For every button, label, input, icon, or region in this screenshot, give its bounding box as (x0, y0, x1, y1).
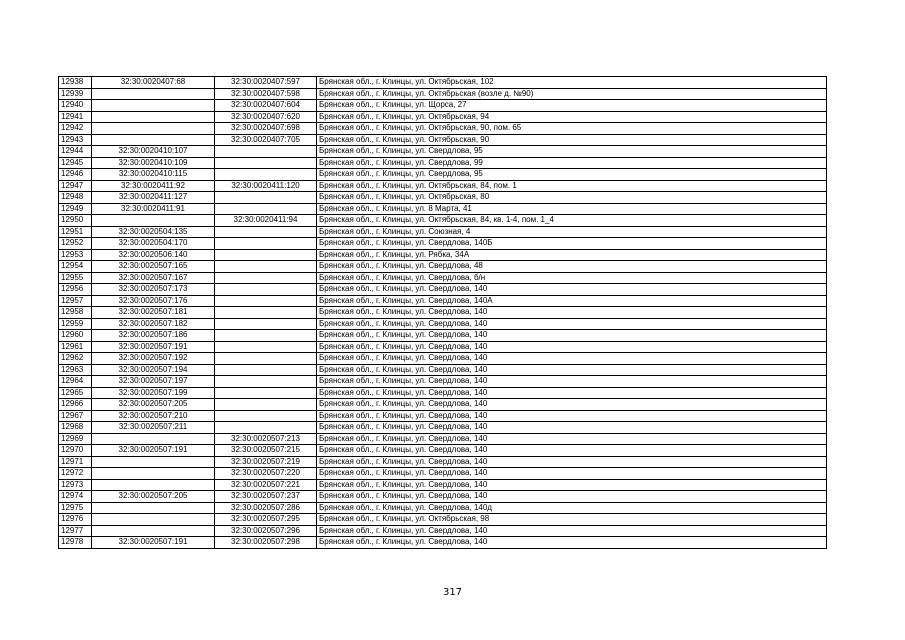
cadastral-number-cell: 32:30:0020506:140 (92, 249, 215, 261)
table-row (59, 284, 827, 296)
address-cell: Брянская обл., г. Клинцы, ул. Свердлова, 140 (317, 387, 827, 399)
cadastral-number-cell: 32:30:0020504:135 (92, 226, 215, 238)
building-cadastral-number-cell: 32:30:0020407:705 (215, 134, 317, 146)
table-row (59, 422, 827, 434)
building-cadastral-number-cell: 32:30:0020407:604 (215, 100, 317, 112)
building-cadastral-number-cell (215, 353, 317, 365)
row-number-cell: 12947 (59, 180, 92, 192)
building-cadastral-number-cell (215, 376, 317, 388)
cadastral-number-cell: 32:30:0020507:176 (92, 295, 215, 307)
address-cell: Брянская обл., г. Клинцы, ул. Свердлова, 140 (317, 537, 827, 549)
address-cell: Брянская обл., г. Клинцы, ул. 8 Марта, 41 (317, 203, 827, 215)
row-number-cell: 12942 (59, 123, 92, 135)
row-number-cell: 12949 (59, 203, 92, 215)
address-cell: Брянская обл., г. Клинцы, ул. Октябрьская, 98 (317, 514, 827, 526)
address-cell: Брянская обл., г. Клинцы, ул. Свердлова, 140 (317, 364, 827, 376)
building-cadastral-number-cell: 32:30:0020507:286 (215, 502, 317, 514)
cadastral-number-cell (92, 479, 215, 491)
table-row (59, 307, 827, 319)
address-cell: Брянская обл., г. Клинцы, ул. Октябрьская, 90 (317, 134, 827, 146)
row-number-cell: 12938 (59, 77, 92, 89)
row-number-cell: 12945 (59, 157, 92, 169)
row-number-cell: 12959 (59, 318, 92, 330)
cadastral-number-cell: 32:30:0020507:194 (92, 364, 215, 376)
address-cell: Брянская обл., г. Клинцы, ул. Свердлова, 140 (317, 445, 827, 457)
row-number-cell: 12960 (59, 330, 92, 342)
table-row (59, 100, 827, 112)
cadastral-number-cell: 32:30:0020507:197 (92, 376, 215, 388)
table-row (59, 468, 827, 480)
table-row (59, 249, 827, 261)
address-cell: Брянская обл., г. Клинцы, ул. Октябрьская (возле д. №90) (317, 88, 827, 100)
table-row (59, 502, 827, 514)
building-cadastral-number-cell: 32:30:0020407:620 (215, 111, 317, 123)
address-cell: Брянская обл., г. Клинцы, ул. Свердлова, 140 (317, 353, 827, 365)
row-number-cell: 12970 (59, 445, 92, 457)
building-cadastral-number-cell (215, 249, 317, 261)
cadastral-number-cell: 32:30:0020507:182 (92, 318, 215, 330)
row-number-cell: 12968 (59, 422, 92, 434)
cadastral-number-cell: 32:30:0020507:205 (92, 399, 215, 411)
table-row (59, 399, 827, 411)
row-number-cell: 12951 (59, 226, 92, 238)
table-row (59, 537, 827, 549)
row-number-cell: 12953 (59, 249, 92, 261)
table-row (59, 215, 827, 227)
row-number-cell: 12954 (59, 261, 92, 273)
table-row (59, 410, 827, 422)
table-row (59, 479, 827, 491)
address-cell: Брянская обл., г. Клинцы, ул. Свердлова, 140 (317, 284, 827, 296)
row-number-cell: 12971 (59, 456, 92, 468)
row-number-cell: 12955 (59, 272, 92, 284)
cadastral-number-cell: 32:30:0020507:210 (92, 410, 215, 422)
table-row (59, 180, 827, 192)
registry-table-container (58, 76, 826, 549)
address-cell: Брянская обл., г. Клинцы, ул. Свердлова, б/н (317, 272, 827, 284)
cadastral-number-cell: 32:30:0020410:107 (92, 146, 215, 158)
address-cell: Брянская обл., г. Клинцы, ул. Свердлова, 140 (317, 399, 827, 411)
cadastral-number-cell: 32:30:0020504:170 (92, 238, 215, 250)
address-cell: Брянская обл., г. Клинцы, ул. Свердлова, 140 (317, 525, 827, 537)
row-number-cell: 12946 (59, 169, 92, 181)
table-row (59, 261, 827, 273)
table-row (59, 134, 827, 146)
building-cadastral-number-cell: 32:30:0020507:298 (215, 537, 317, 549)
row-number-cell: 12961 (59, 341, 92, 353)
cadastral-number-cell (92, 88, 215, 100)
row-number-cell: 12957 (59, 295, 92, 307)
building-cadastral-number-cell: 32:30:0020411:94 (215, 215, 317, 227)
cadastral-number-cell: 32:30:0020507:192 (92, 353, 215, 365)
address-cell: Брянская обл., г. Клинцы, ул. Свердлова, 140 (317, 491, 827, 503)
table-row (59, 226, 827, 238)
table-row (59, 318, 827, 330)
row-number-cell: 12969 (59, 433, 92, 445)
table-row (59, 387, 827, 399)
cadastral-number-cell: 32:30:0020410:109 (92, 157, 215, 169)
cadastral-number-cell: 32:30:0020507:191 (92, 341, 215, 353)
building-cadastral-number-cell (215, 157, 317, 169)
row-number-cell: 12958 (59, 307, 92, 319)
building-cadastral-number-cell (215, 272, 317, 284)
building-cadastral-number-cell: 32:30:0020507:219 (215, 456, 317, 468)
building-cadastral-number-cell: 32:30:0020507:295 (215, 514, 317, 526)
building-cadastral-number-cell: 32:30:0020411:120 (215, 180, 317, 192)
building-cadastral-number-cell: 32:30:0020507:220 (215, 468, 317, 480)
address-cell: Брянская обл., г. Клинцы, ул. Свердлова, 140 (317, 433, 827, 445)
table-row (59, 111, 827, 123)
address-cell: Брянская обл., г. Клинцы, ул. Октябрьская, 102 (317, 77, 827, 89)
building-cadastral-number-cell (215, 169, 317, 181)
cadastral-number-cell: 32:30:0020507:173 (92, 284, 215, 296)
page-number: 317 (442, 587, 463, 598)
cadastral-number-cell (92, 433, 215, 445)
cadastral-number-cell: 32:30:0020407:68 (92, 77, 215, 89)
row-number-cell: 12972 (59, 468, 92, 480)
building-cadastral-number-cell (215, 203, 317, 215)
address-cell: Брянская обл., г. Клинцы, ул. Рябка, 34А (317, 249, 827, 261)
cadastral-number-cell: 32:30:0020507:211 (92, 422, 215, 434)
building-cadastral-number-cell: 32:30:0020507:237 (215, 491, 317, 503)
address-cell: Брянская обл., г. Клинцы, ул. Свердлова, 140Б (317, 238, 827, 250)
row-number-cell: 12965 (59, 387, 92, 399)
row-number-cell: 12976 (59, 514, 92, 526)
cadastral-number-cell (92, 134, 215, 146)
cadastral-number-cell: 32:30:0020507:199 (92, 387, 215, 399)
table-row (59, 330, 827, 342)
row-number-cell: 12973 (59, 479, 92, 491)
cadastral-number-cell (92, 123, 215, 135)
table-row (59, 456, 827, 468)
building-cadastral-number-cell (215, 330, 317, 342)
building-cadastral-number-cell (215, 295, 317, 307)
cadastral-number-cell (92, 525, 215, 537)
cadastral-number-cell: 32:30:0020411:127 (92, 192, 215, 204)
building-cadastral-number-cell (215, 238, 317, 250)
address-cell: Брянская обл., г. Клинцы, ул. Союзная, 4 (317, 226, 827, 238)
row-number-cell: 12963 (59, 364, 92, 376)
building-cadastral-number-cell (215, 307, 317, 319)
table-row (59, 525, 827, 537)
table-row (59, 192, 827, 204)
cadastral-number-cell (92, 514, 215, 526)
row-number-cell: 12952 (59, 238, 92, 250)
table-row (59, 169, 827, 181)
address-cell: Брянская обл., г. Клинцы, ул. Свердлова, 140 (317, 422, 827, 434)
address-cell: Брянская обл., г. Клинцы, ул. Свердлова, 140 (317, 341, 827, 353)
cadastral-number-cell: 32:30:0020507:181 (92, 307, 215, 319)
cadastral-number-cell: 32:30:0020507:191 (92, 537, 215, 549)
row-number-cell: 12966 (59, 399, 92, 411)
row-number-cell: 12943 (59, 134, 92, 146)
cadastral-number-cell: 32:30:0020411:92 (92, 180, 215, 192)
address-cell: Брянская обл., г. Клинцы, ул. Свердлова, 140 (317, 410, 827, 422)
table-row (59, 445, 827, 457)
table-row (59, 491, 827, 503)
building-cadastral-number-cell (215, 422, 317, 434)
address-cell: Брянская обл., г. Клинцы, ул. Октябрьская, 94 (317, 111, 827, 123)
table-row (59, 353, 827, 365)
table-row (59, 341, 827, 353)
table-row (59, 88, 827, 100)
building-cadastral-number-cell (215, 341, 317, 353)
table-row (59, 77, 827, 89)
table-row (59, 238, 827, 250)
table-row (59, 295, 827, 307)
row-number-cell: 12975 (59, 502, 92, 514)
table-row (59, 514, 827, 526)
building-cadastral-number-cell (215, 192, 317, 204)
row-number-cell: 12977 (59, 525, 92, 537)
table-row (59, 364, 827, 376)
building-cadastral-number-cell: 32:30:0020407:598 (215, 88, 317, 100)
cadastral-number-cell (92, 100, 215, 112)
row-number-cell: 12939 (59, 88, 92, 100)
building-cadastral-number-cell (215, 146, 317, 158)
building-cadastral-number-cell (215, 261, 317, 273)
building-cadastral-number-cell (215, 226, 317, 238)
address-cell: Брянская обл., г. Клинцы, ул. Свердлова, 95 (317, 146, 827, 158)
building-cadastral-number-cell: 32:30:0020407:698 (215, 123, 317, 135)
cadastral-number-cell (92, 456, 215, 468)
building-cadastral-number-cell: 32:30:0020407:597 (215, 77, 317, 89)
building-cadastral-number-cell (215, 410, 317, 422)
address-cell: Брянская обл., г. Клинцы, ул. Октябрьская, 84, пом. 1 (317, 180, 827, 192)
cadastral-number-cell (92, 215, 215, 227)
address-cell: Брянская обл., г. Клинцы, ул. Свердлова, 140 (317, 318, 827, 330)
row-number-cell: 12950 (59, 215, 92, 227)
address-cell: Брянская обл., г. Клинцы, ул. Свердлова, 140 (317, 468, 827, 480)
building-cadastral-number-cell: 32:30:0020507:213 (215, 433, 317, 445)
building-cadastral-number-cell (215, 387, 317, 399)
address-cell: Брянская обл., г. Клинцы, ул. Свердлова, 99 (317, 157, 827, 169)
cadastral-number-cell (92, 111, 215, 123)
cadastral-number-cell: 32:30:0020507:165 (92, 261, 215, 273)
row-number-cell: 12956 (59, 284, 92, 296)
address-cell: Брянская обл., г. Клинцы, ул. Свердлова, 140 (317, 330, 827, 342)
address-cell: Брянская обл., г. Клинцы, ул. Свердлова, 140д (317, 502, 827, 514)
address-cell: Брянская обл., г. Клинцы, ул. Щорса, 27 (317, 100, 827, 112)
table-row (59, 272, 827, 284)
row-number-cell: 12962 (59, 353, 92, 365)
row-number-cell: 12941 (59, 111, 92, 123)
building-cadastral-number-cell (215, 399, 317, 411)
cadastral-number-cell (92, 468, 215, 480)
address-cell: Брянская обл., г. Клинцы, ул. Свердлова, 140 (317, 307, 827, 319)
registry-table (58, 76, 827, 549)
row-number-cell: 12974 (59, 491, 92, 503)
address-cell: Брянская обл., г. Клинцы, ул. Октябрьская, 80 (317, 192, 827, 204)
building-cadastral-number-cell (215, 284, 317, 296)
row-number-cell: 12940 (59, 100, 92, 112)
address-cell: Брянская обл., г. Клинцы, ул. Октябрьская, 84, кв. 1-4, пом. 1_4 (317, 215, 827, 227)
cadastral-number-cell: 32:30:0020507:191 (92, 445, 215, 457)
cadastral-number-cell: 32:30:0020507:167 (92, 272, 215, 284)
cadastral-number-cell: 32:30:0020507:186 (92, 330, 215, 342)
address-cell: Брянская обл., г. Клинцы, ул. Октябрьская, 90, пом. 65 (317, 123, 827, 135)
table-row (59, 433, 827, 445)
address-cell: Брянская обл., г. Клинцы, ул. Свердлова, 140 (317, 456, 827, 468)
address-cell: Брянская обл., г. Клинцы, ул. Свердлова, 140 (317, 479, 827, 491)
building-cadastral-number-cell (215, 318, 317, 330)
address-cell: Брянская обл., г. Клинцы, ул. Свердлова, 140 (317, 376, 827, 388)
row-number-cell: 12967 (59, 410, 92, 422)
address-cell: Брянская обл., г. Клинцы, ул. Свердлова, 140А (317, 295, 827, 307)
cadastral-number-cell: 32:30:0020410:115 (92, 169, 215, 181)
building-cadastral-number-cell: 32:30:0020507:296 (215, 525, 317, 537)
row-number-cell: 12944 (59, 146, 92, 158)
row-number-cell: 12978 (59, 537, 92, 549)
row-number-cell: 12964 (59, 376, 92, 388)
table-row (59, 157, 827, 169)
registry-table-body (59, 77, 827, 549)
address-cell: Брянская обл., г. Клинцы, ул. Свердлова, 95 (317, 169, 827, 181)
address-cell: Брянская обл., г. Клинцы, ул. Свердлова, 48 (317, 261, 827, 273)
table-row (59, 376, 827, 388)
cadastral-number-cell (92, 502, 215, 514)
row-number-cell: 12948 (59, 192, 92, 204)
table-row (59, 146, 827, 158)
building-cadastral-number-cell: 32:30:0020507:215 (215, 445, 317, 457)
cadastral-number-cell: 32:30:0020411:91 (92, 203, 215, 215)
table-row (59, 203, 827, 215)
cadastral-number-cell: 32:30:0020507:205 (92, 491, 215, 503)
building-cadastral-number-cell (215, 364, 317, 376)
table-row (59, 123, 827, 135)
building-cadastral-number-cell: 32:30:0020507:221 (215, 479, 317, 491)
